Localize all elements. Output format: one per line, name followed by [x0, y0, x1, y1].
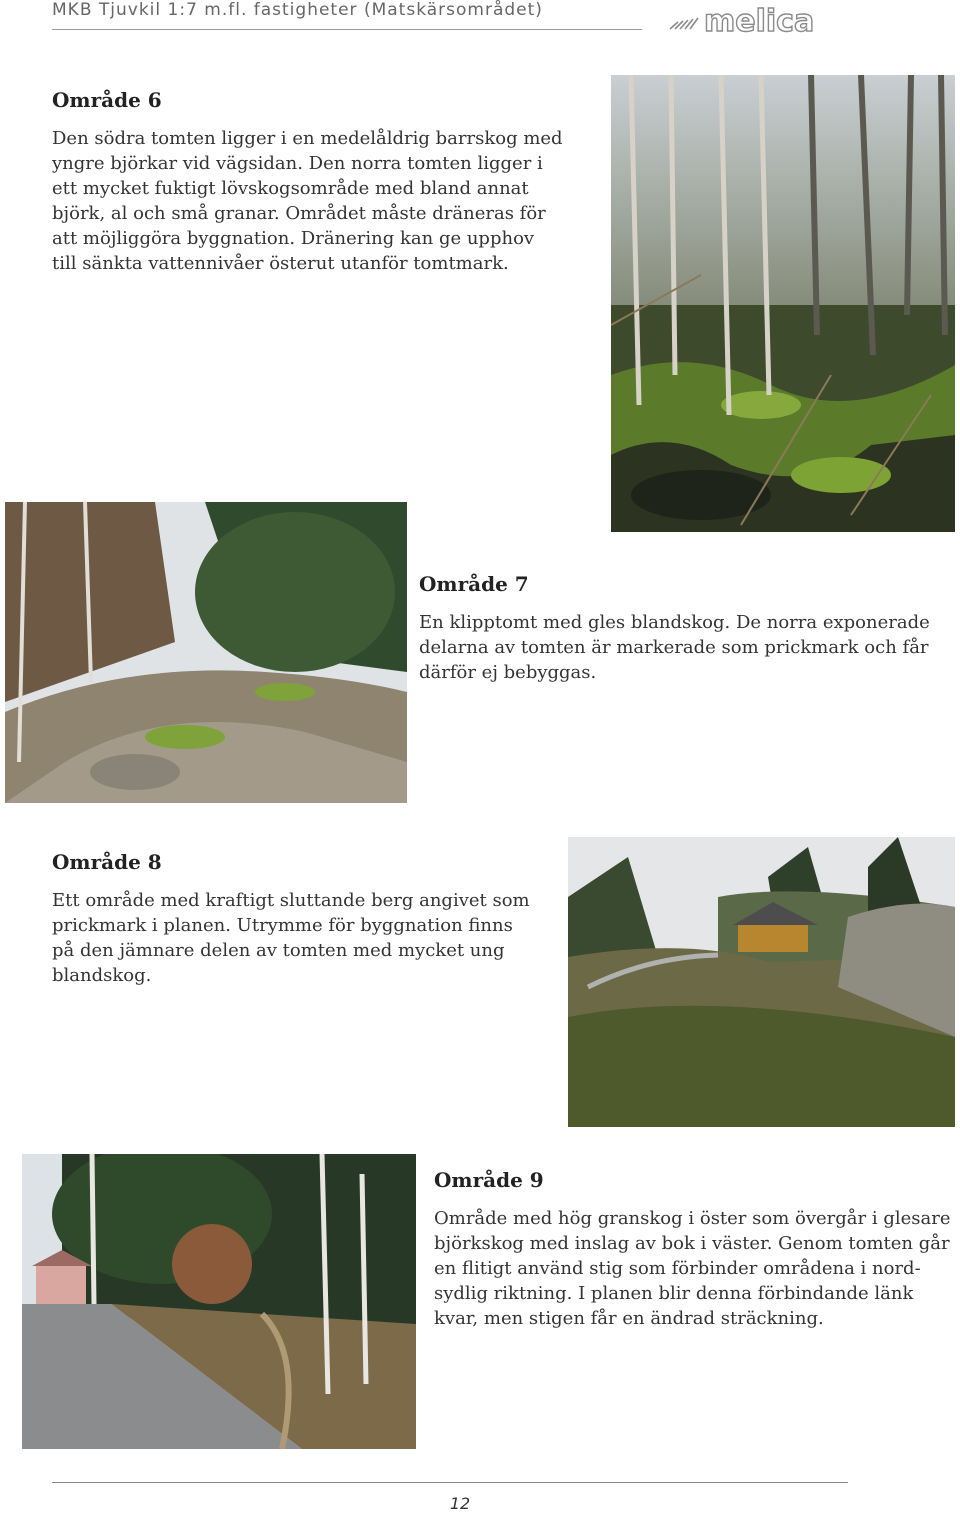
- text-line: på den jämnare delen av tomten med mycket ung: [52, 940, 505, 961]
- section-text-omrade-8: [52, 888, 552, 988]
- text-line: att möjliggöra byggnation. Dränering kan ge upphov: [52, 228, 535, 249]
- text-line: prickmark i planen. Utrymme för byggnation finns: [52, 915, 513, 936]
- section-heading-omrade-8: Område 8: [52, 850, 162, 874]
- melica-logo: [668, 2, 853, 36]
- logo-wordmark: melica: [704, 4, 815, 36]
- text-line: Den södra tomten ligger i en medelåldrig barrskog med: [52, 128, 563, 149]
- text-line: ett mycket fuktigt lövskogsområde med bland annat: [52, 178, 529, 199]
- header-divider: [52, 29, 642, 30]
- text-line: En klipptomt med gles blandskog. De norra exponerade: [419, 612, 930, 633]
- footer-divider: [52, 1482, 848, 1483]
- section-text-omrade-6: [52, 126, 592, 276]
- page-number: 12: [449, 1494, 471, 1513]
- text-line: Område med hög granskog i öster som övergår i glesare: [434, 1208, 951, 1229]
- section-heading-omrade-6: Område 6: [52, 88, 162, 112]
- text-line: sydlig riktning. I planen blir denna förbindande länk: [434, 1283, 914, 1304]
- text-line: björk, al och små granar. Området måste dräneras för: [52, 203, 546, 224]
- text-line: Ett område med kraftigt sluttande berg angivet som: [52, 890, 530, 911]
- photo-slope-with-house: [568, 837, 955, 1127]
- section-heading-omrade-9: Område 9: [434, 1168, 544, 1192]
- section-text-omrade-9: [434, 1206, 958, 1331]
- text-line: en flitigt använd stig som förbinder områdena i nord-: [434, 1258, 921, 1279]
- photo-forest-path-road: [22, 1154, 416, 1449]
- text-line: blandskog.: [52, 965, 152, 986]
- text-line: kvar, men stigen får en ändrad sträckning.: [434, 1308, 824, 1329]
- section-heading-omrade-7: Område 7: [419, 572, 529, 596]
- text-line: delarna av tomten är markerade som prickmark och får: [419, 637, 929, 658]
- text-line: yngre björkar vid vägsidan. Den norra tomten ligger i: [52, 153, 543, 174]
- document-header-title: MKB Tjuvkil 1:7 m.fl. fastigheter (Matskärsområdet): [52, 0, 543, 20]
- photo-rocky-plot: [5, 502, 407, 803]
- text-line: därför ej bebyggas.: [419, 662, 597, 683]
- section-text-omrade-7: [419, 610, 957, 685]
- text-line: till sänkta vattennivåer österut utanför tomtmark.: [52, 253, 509, 274]
- text-line: björkskog med inslag av bok i väster. Genom tomten går: [434, 1233, 950, 1254]
- photo-wet-forest: [611, 75, 955, 532]
